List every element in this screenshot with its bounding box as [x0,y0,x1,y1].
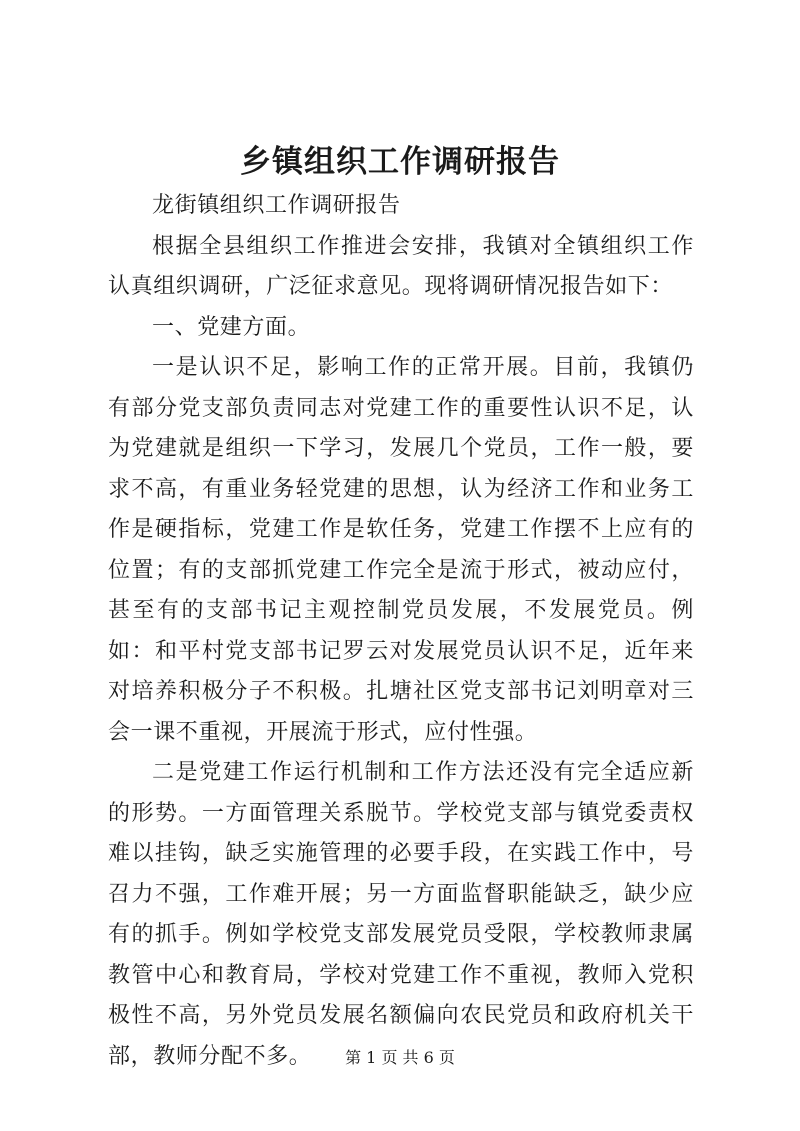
section-heading-party-building: 一、党建方面。 [152,314,311,340]
paragraph-point-two: 二是党建工作运行机制和工作方法还没有完全适应新的形势。一方面管理关系脱节。学校党支部与镇党委责权难以挂钩，缺乏实施管理的必要手段，在实践工作中，号召力不强，工作难开展；另一方面监督职能缺乏，缺少应有的抓手。例如学校党支部发展党员受限，学校教师隶属教管中心和教育局，学校对党建工作不重视，教师入党积极性不高，另外党员发展名额偏向农民党员和政府机关干部，教师分配不多。 [108,760,694,1069]
paragraph-subtitle: 龙街镇组织工作调研报告 [152,193,401,218]
document-body [108,186,694,1077]
page-footer: 第 1 页 共 6 页 [345,1048,455,1067]
paragraph-intro: 根据全县组织工作推进会安排，我镇对全镇组织工作认真组织调研，广泛征求意见。现将调研情况报告如下： [108,233,694,299]
paragraph-point-one: 一是认识不足，影响工作的正常开展。目前，我镇仍有部分党支部负责同志对党建工作的重要性认识不足，认为党建就是组织一下学习，发展几个党员，工作一般，要求不高，有重业务轻党建的思想，认为经济工作和业务工作是硬指标，党建工作是软任务，党建工作摆不上应有的位置；有的支部抓党建工作完全是流于形式，被动应付，甚至有的支部书记主观控制党员发展，不发展党员。例如：和平村党支部书记罗云对发展党员认识不足，近年来对培养积极分子不积极。扎塘社区党支部书记刘明章对三会一课不重视，开展流于形式，应付性强。 [108,355,694,745]
document-title: 乡镇组织工作调研报告 [240,144,560,180]
